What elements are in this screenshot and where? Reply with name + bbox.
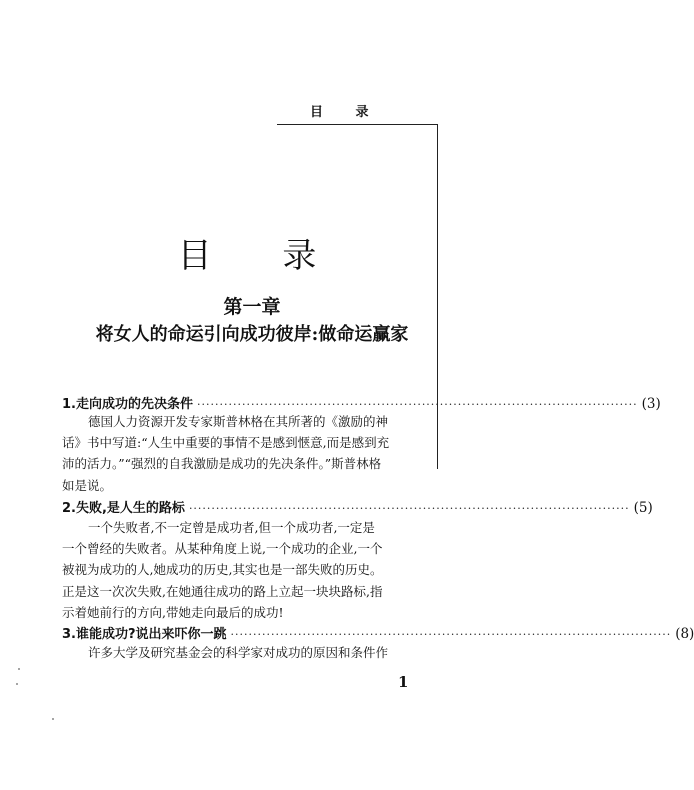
- toc-entry-label: 1.走向成功的先决条件: [62, 397, 193, 412]
- toc-entry-2[interactable]: [62, 497, 653, 516]
- chapter-number: 第一章: [223, 296, 281, 318]
- summary-line: 正是这一次次失败,在她通往成功的路上立起一块块路标,指: [62, 583, 383, 599]
- summary-line: 一个失败者,不一定曾是成功者,但一个成功者,一定是: [88, 520, 375, 535]
- header-rule: [277, 124, 437, 125]
- summary-line: 许多大学及研究基金会的科学家对成功的原因和条件作: [88, 645, 389, 660]
- page-number: 1: [398, 673, 409, 691]
- scan-speck: [16, 683, 18, 685]
- leader-dots: ··································································································: [188, 502, 630, 515]
- summary-line: 一个曾经的失败者。从某种角度上说,一个成功的企业,一个: [62, 541, 383, 557]
- summary-line: 沛的活力。”“强烈的自我激励是成功的先决条件。”斯普林格: [62, 456, 382, 472]
- summary-line: 如是说。: [62, 477, 113, 493]
- chapter-title: 将女人的命运引向成功彼岸:做命运赢家: [95, 324, 409, 345]
- toc-entry-1[interactable]: [62, 393, 661, 412]
- toc-entry-summary-3: [62, 642, 434, 663]
- leader-dots: ··································································································: [196, 398, 638, 411]
- summary-line: 德国人力资源开发专家斯普林格在其所著的《激励的神: [88, 414, 389, 429]
- toc-entry-label: 2.失败,是人生的路标: [62, 501, 185, 516]
- toc-entry-label: 3.谁能成功?说出来吓你一跳: [62, 627, 227, 642]
- summary-line: 被视为成功的人,她成功的历史,其实也是一部失败的历史。: [62, 562, 383, 578]
- page-title: 目 录: [177, 236, 347, 276]
- toc-entry-page: (3): [641, 396, 661, 412]
- summary-line: 话》书中写道:“人生中重要的事情不是感到惬意,而是感到充: [62, 435, 390, 451]
- toc-entry-summary-2: [62, 517, 434, 623]
- scan-speck: [18, 668, 20, 670]
- running-header: 目 录: [310, 105, 383, 120]
- toc-entry-3[interactable]: [62, 623, 694, 642]
- toc-entry-page: (8): [675, 626, 694, 642]
- toc-entry-summary-1: [62, 411, 434, 496]
- leader-dots: ··································································································: [230, 628, 672, 641]
- summary-line: 示着她前行的方向,带她走向最后的成功!: [62, 604, 284, 620]
- toc-entry-page: (5): [633, 500, 653, 516]
- scan-speck: [52, 718, 54, 720]
